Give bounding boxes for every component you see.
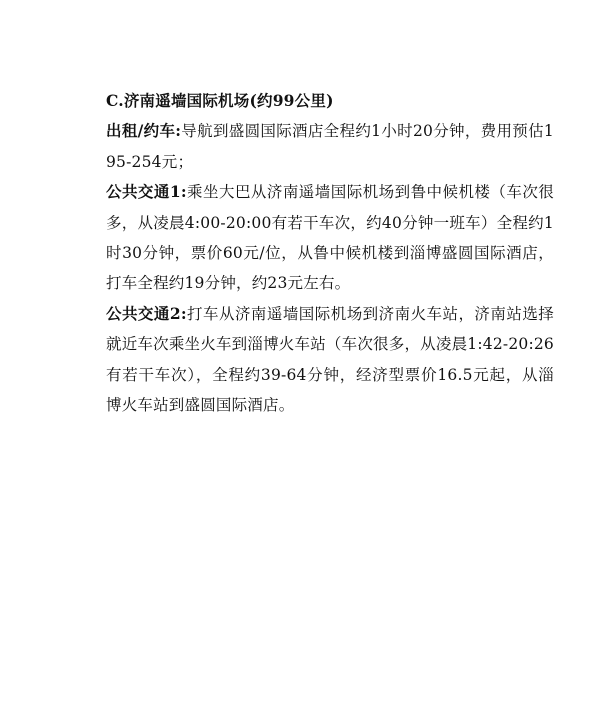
transit-2-paragraph	[106, 299, 554, 421]
transit-1-label: 公共交通1:	[106, 182, 187, 202]
taxi-text: 导航到盛圆国际酒店全程约1小时20分钟，费用预估195-254元；	[106, 122, 554, 171]
taxi-label: 出租/约车:	[106, 121, 182, 141]
transit-2-text: 打车从济南遥墙国际机场到济南火车站，济南站选择就近车次乘坐火车到淄博火车站（车次很多，从凌晨1:42-20:26有若干车次），全程约39-64分钟，经济型票价16.5元起，从淄博火车站到盛圆国际酒店。	[106, 304, 554, 415]
section-title: C.济南遥墙国际机场(约99公里)	[106, 91, 334, 110]
taxi-paragraph	[106, 116, 554, 177]
transit-1-paragraph	[106, 177, 554, 299]
document-content	[106, 86, 554, 420]
transit-1-text: 乘坐大巴从济南遥墙国际机场到鲁中候机楼（车次很多，从凌晨4:00-20:00有若干车次，约40分钟一班车）全程约1时30分钟，票价60元/位，从鲁中候机楼到淄博盛圆国际酒店，打车全程约19分钟，约23元左右。	[106, 183, 554, 293]
transit-2-label: 公共交通2:	[106, 303, 187, 323]
